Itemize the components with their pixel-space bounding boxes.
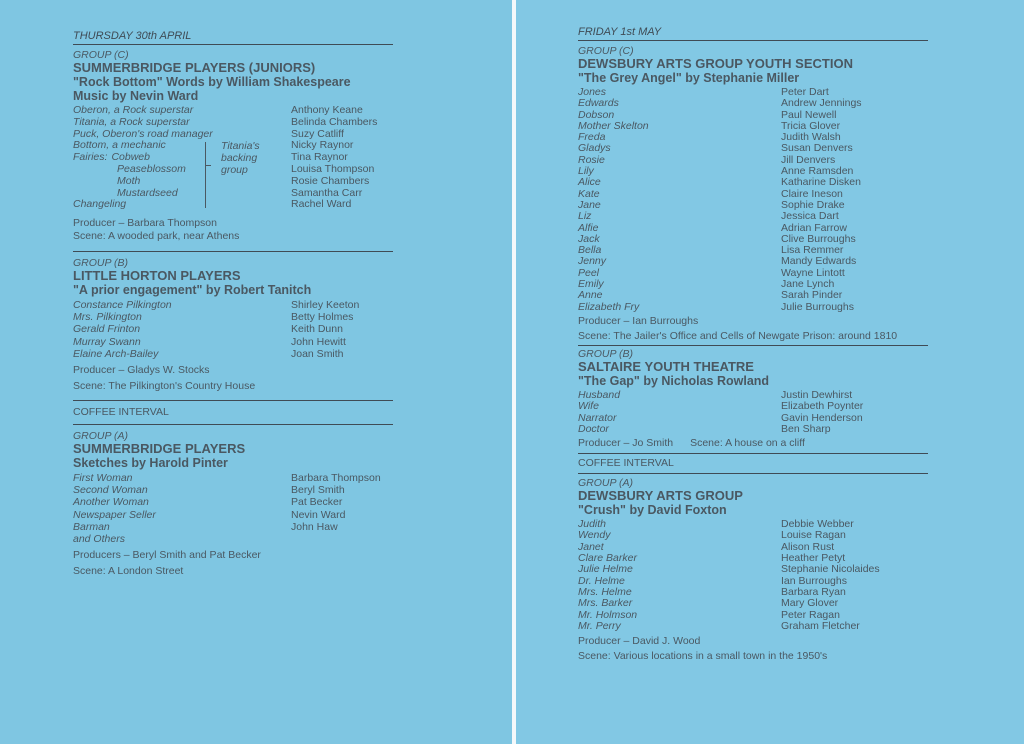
group-label: GROUP (B)	[578, 347, 634, 360]
actor: Anthony Keane	[291, 104, 363, 116]
actor: Justin Dewhirst	[781, 388, 853, 401]
role: Cobweb	[111, 151, 150, 164]
producer-text: Producer – David J. Wood	[578, 635, 701, 648]
producer-text: Producer – Ian Burroughs	[578, 314, 699, 327]
right-column	[578, 26, 928, 663]
actor: Mandy Edwards	[781, 255, 857, 268]
actor: Graham Fletcher	[781, 619, 860, 632]
role: Jane	[578, 198, 601, 211]
group-label: GROUP (C)	[578, 45, 634, 57]
role: Mrs. Helme	[578, 585, 632, 598]
role: Alfie	[578, 221, 599, 234]
coffee-interval: COFFEE INTERVAL	[73, 406, 169, 419]
actor: Nicky Raynor	[291, 139, 354, 152]
actor: Keith Dunn	[291, 323, 343, 336]
role: Jack	[578, 232, 600, 245]
actor: Belinda Chambers	[291, 115, 378, 128]
actor: Jessica Dart	[781, 210, 839, 223]
actor: Louisa Thompson	[291, 162, 375, 175]
act-crush	[578, 477, 928, 663]
scene-text: Scene: A house on a cliff	[690, 437, 805, 450]
actor	[291, 533, 393, 545]
backing-line: backing	[221, 151, 258, 164]
actor: Mary Glover	[781, 597, 839, 610]
bracket-tick	[205, 165, 211, 166]
cast-row	[73, 176, 393, 188]
producer-text: Producers – Beryl Smith and Pat Becker	[73, 549, 261, 562]
play-title: Sketches by Harold Pinter	[73, 456, 228, 471]
role: Rosie	[578, 153, 605, 166]
role: Narrator	[578, 411, 617, 424]
act-prior-engagement	[73, 257, 393, 393]
role: Liz	[578, 210, 592, 223]
actor: Judith Walsh	[781, 131, 841, 144]
role: Titania, a Rock superstar	[73, 115, 190, 128]
actor: Shirley Keeton	[291, 299, 360, 311]
role: Changeling	[73, 198, 127, 211]
role: Lily	[578, 165, 594, 178]
divider	[578, 345, 928, 346]
role: Clare Barker	[578, 552, 637, 565]
actor: Betty Holmes	[291, 311, 354, 324]
actor: Andrew Jennings	[781, 97, 862, 110]
actor: Rachel Ward	[291, 198, 352, 211]
company-name: DEWSBURY ARTS GROUP	[578, 488, 743, 504]
role: Mother Skelton	[578, 119, 649, 132]
role: Peaseblossom	[117, 162, 186, 175]
role: Anne	[578, 289, 603, 302]
scene-text: Scene: The Jailer's Office and Cells of Newgate Prison: around 1810	[578, 329, 898, 342]
actor: Nevin Ward	[291, 508, 346, 521]
role: Julie Helme	[578, 563, 633, 576]
actor: Suzy Catliff	[291, 127, 344, 140]
play-title: "A prior engagement" by Robert Tanitch	[73, 283, 312, 297]
actor: Elizabeth Poynter	[781, 400, 864, 413]
role: Mr. Holmson	[578, 608, 638, 621]
role: Alice	[578, 176, 601, 189]
role: Edwards	[578, 97, 619, 110]
producer-text: Producer – Barbara Thompson	[73, 217, 217, 229]
producer-text: Producer – Gladys W. Stocks	[73, 364, 210, 377]
role: Oberon, a Rock superstar	[73, 104, 194, 116]
company-name: SUMMERBRIDGE PLAYERS	[73, 441, 246, 457]
group-label: GROUP (A)	[578, 477, 634, 490]
role: Judith	[578, 518, 607, 531]
role: Bella	[578, 244, 602, 257]
actor: Katharine Disken	[781, 176, 861, 189]
actor: Adrian Farrow	[781, 221, 847, 234]
actor: John Haw	[291, 520, 338, 533]
actor: Tina Raynor	[291, 151, 348, 164]
actor: Joan Smith	[291, 347, 344, 360]
cast-list	[73, 299, 393, 360]
backing-line: group	[221, 163, 248, 176]
scene-text: Scene: Various locations in a small town in the 1950's	[578, 650, 828, 663]
cast-row	[73, 117, 393, 129]
company-name: SALTAIRE YOUTH THEATRE	[578, 358, 754, 374]
actor: Rosie Chambers	[291, 174, 370, 187]
role: Freda	[578, 131, 606, 144]
actor: Debbie Webber	[781, 518, 854, 531]
divider	[73, 251, 393, 252]
actor: Julie Burroughs	[781, 300, 854, 313]
role: Kate	[578, 187, 600, 200]
actor: Pat Becker	[291, 496, 343, 509]
role: Gladys	[578, 142, 611, 155]
day-heading: FRIDAY 1st MAY	[578, 26, 928, 41]
actor: John Hewitt	[291, 335, 346, 348]
role: Constance Pilkington	[73, 299, 172, 311]
left-column	[73, 30, 393, 578]
actor: Louise Ragan	[781, 529, 846, 542]
role: Doctor	[578, 422, 609, 435]
role: Dobson	[578, 108, 615, 121]
role: Newspaper Seller	[73, 508, 156, 521]
actor: Lisa Remmer	[781, 244, 844, 257]
actor: Jane Lynch	[781, 278, 835, 291]
role: Gerald Frinton	[73, 323, 141, 336]
divider	[73, 424, 393, 425]
actor: Tricia Glover	[781, 119, 841, 132]
act-rock-bottom	[73, 49, 393, 243]
actor: Samantha Carr	[291, 186, 363, 199]
producer-credit	[73, 217, 393, 230]
company-name: SUMMERBRIDGE PLAYERS (JUNIORS)	[73, 60, 316, 75]
divider	[73, 400, 393, 401]
backing-group-note	[221, 141, 260, 176]
divider	[578, 453, 928, 454]
role: Mrs. Pilkington	[73, 311, 142, 324]
act-the-gap	[578, 348, 928, 450]
play-title: "The Gap" by Nicholas Rowland	[578, 373, 770, 388]
actor: Susan Denvers	[781, 142, 853, 155]
actor: Peter Ragan	[781, 608, 840, 621]
group-label: GROUP (C)	[73, 49, 129, 61]
fairies-label: Fairies:	[73, 151, 108, 164]
music-credit: Music by Nevin Ward	[73, 89, 199, 103]
actor: Wayne Lintott	[781, 266, 845, 279]
act-pinter-sketches	[73, 430, 393, 578]
role: Emily	[578, 278, 604, 291]
role: Mrs. Barker	[578, 597, 633, 610]
role: Puck, Oberon's road manager	[73, 127, 213, 140]
actor: Sarah Pinder	[781, 289, 843, 302]
producer-text: Producer – Jo Smith	[578, 437, 674, 450]
role: Second Woman	[73, 484, 148, 497]
actor: Anne Ramsden	[781, 165, 854, 178]
role: Peel	[578, 266, 600, 279]
actor: Sophie Drake	[781, 198, 845, 211]
actor: Alison Rust	[781, 540, 835, 553]
role: Another Woman	[73, 496, 149, 509]
company-name: LITTLE HORTON PLAYERS	[73, 268, 241, 283]
role: Husband	[578, 388, 621, 401]
coffee-interval: COFFEE INTERVAL	[578, 457, 674, 470]
backing-line: Titania's	[221, 140, 260, 152]
play-title: "Crush" by David Foxton	[578, 503, 727, 518]
role: Elaine Arch-Bailey	[73, 347, 159, 360]
role: Murray Swann	[73, 335, 141, 348]
actor: Beryl Smith	[291, 484, 345, 497]
scene-text: Scene: A London Street	[73, 565, 184, 578]
group-label: GROUP (B)	[73, 257, 129, 269]
day-heading: THURSDAY 30th APRIL	[73, 30, 393, 45]
role: Barman	[73, 520, 110, 533]
cast-list	[73, 105, 393, 213]
scene-text: Scene: The Pilkington's Country House	[73, 380, 256, 393]
role: Elizabeth Fry	[578, 300, 640, 313]
company-name: DEWSBURY ARTS GROUP YOUTH SECTION	[578, 56, 853, 71]
cast-list	[578, 87, 928, 313]
role: Jenny	[578, 255, 607, 268]
divider	[578, 473, 928, 474]
cast-list	[73, 472, 393, 545]
role: Bottom, a mechanic	[73, 139, 166, 152]
play-title: "The Grey Angel" by Stephanie Miller	[578, 71, 800, 85]
actor: Paul Newell	[781, 108, 837, 121]
role: Wife	[578, 400, 599, 413]
actor: Ian Burroughs	[781, 574, 847, 587]
cast-row	[73, 199, 393, 211]
actor: Barbara Ryan	[781, 585, 846, 598]
role: Mr. Perry	[578, 619, 621, 632]
actor: Peter Dart	[781, 86, 829, 98]
scene-text: Scene: A wooded park, near Athens	[73, 230, 240, 242]
cast-list	[578, 519, 928, 632]
actor: Claire Ineson	[781, 187, 843, 200]
cast-list	[578, 390, 928, 435]
role: Jones	[578, 86, 607, 98]
role: and Others	[73, 533, 125, 546]
actor: Ben Sharp	[781, 422, 831, 435]
role: Wendy	[578, 529, 611, 542]
actor: Clive Burroughs	[781, 232, 856, 245]
bracket-left	[201, 142, 206, 208]
role: Janet	[578, 540, 604, 553]
act-grey-angel	[578, 45, 928, 343]
role: Mustardseed	[117, 186, 178, 199]
actor: Stephanie Nicolaides	[781, 563, 880, 576]
actor: Jill Denvers	[781, 153, 836, 166]
role: Moth	[117, 174, 141, 187]
actor: Heather Petyt	[781, 552, 846, 565]
actor: Barbara Thompson	[291, 472, 381, 485]
group-label: GROUP (A)	[73, 430, 129, 443]
role: First Woman	[73, 472, 133, 485]
play-title: "Rock Bottom" Words by William Shakespeare	[73, 75, 351, 89]
role: Dr. Helme	[578, 574, 625, 587]
producer-line	[578, 437, 928, 450]
actor: Gavin Henderson	[781, 411, 863, 424]
page-fold	[512, 0, 516, 744]
